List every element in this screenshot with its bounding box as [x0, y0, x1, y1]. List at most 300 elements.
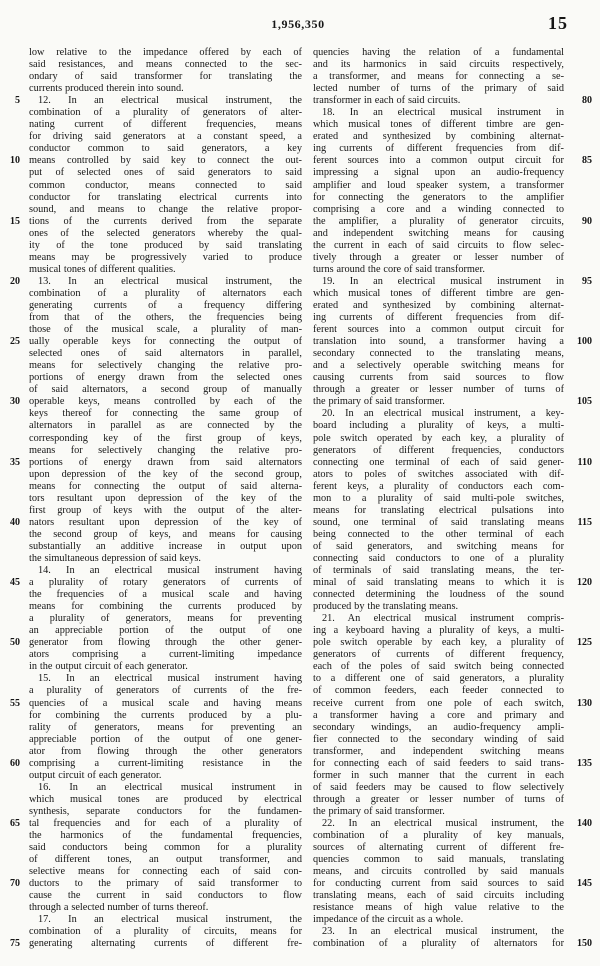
- line-number: [571, 734, 592, 746]
- claim-text-line: through a selected number of turns thereof.: [29, 902, 209, 914]
- line-number: 20: [10, 275, 20, 287]
- patent-number: 1,956,350: [271, 17, 325, 31]
- text-line-row: [313, 613, 592, 625]
- line-number: 75: [10, 938, 20, 950]
- text-line-row: [313, 59, 592, 71]
- claim-text-line: means for combining the currents produced by: [29, 601, 302, 613]
- text-line-row: [5, 312, 302, 324]
- text-line-row: [313, 324, 592, 336]
- claim-text-line: quencies having the relation of a fundamental: [313, 47, 564, 58]
- claim-text-line: corresponding key of the first group of keys,: [29, 432, 302, 444]
- claim-text-line: ferent sources into a common output circuit for: [313, 324, 564, 336]
- line-number: [5, 782, 20, 794]
- claim-text-line: 13. In an electrical musical instrument, the: [38, 275, 302, 287]
- line-number: [571, 300, 592, 312]
- claim-text-line: comprising a core and a winding connected to: [313, 203, 564, 215]
- text-line-row: [313, 131, 592, 143]
- claim-text-line: of different tones, an output transformer, and: [29, 854, 302, 866]
- text-line-row: [5, 734, 302, 746]
- text-line-row: [5, 469, 302, 481]
- text-line-row: [5, 565, 302, 577]
- text-line-row: [313, 565, 592, 577]
- text-line-row: [313, 746, 592, 758]
- claim-text-line: translation into sound, a transformer having a: [313, 336, 564, 348]
- claim-text-line: tal frequencies and for each of a plurality of: [29, 818, 302, 829]
- text-line-row: [5, 866, 302, 878]
- line-number: [5, 47, 20, 59]
- text-line-row: [5, 890, 302, 902]
- claim-text-line: of said alternators, a second group of manually: [29, 384, 302, 396]
- line-number: [571, 902, 592, 914]
- line-number: [5, 180, 20, 192]
- line-number: [571, 445, 592, 457]
- line-number: [571, 228, 592, 240]
- claim-text-line: portions of energy drawn from the selected ones: [29, 372, 302, 384]
- claim-text-line: 18. In an electrical musical instrument in: [322, 107, 564, 119]
- text-line-row: [313, 794, 592, 806]
- text-line-row: [313, 240, 592, 252]
- line-number: [571, 420, 592, 432]
- text-line-row: [313, 637, 592, 649]
- text-line-row: [5, 143, 302, 155]
- line-number: 95: [582, 275, 592, 287]
- claim-text-line: of terminals of said translating means, the ter-: [313, 565, 564, 577]
- text-line-row: [313, 770, 592, 782]
- line-number: [571, 59, 592, 71]
- right-column: [313, 47, 592, 951]
- text-line-row: [313, 734, 592, 746]
- text-line-row: [5, 637, 302, 649]
- line-number: [5, 902, 20, 914]
- text-line-row: [313, 553, 592, 565]
- claim-text-line: from that of the others, the frequencies being: [29, 312, 302, 324]
- claim-text-line: combination of a plurality of key manuals,: [313, 830, 564, 842]
- claim-text-line: which musical tones of different timbre are gen-: [313, 119, 564, 131]
- text-line-row: [313, 902, 592, 914]
- text-line-row: [313, 420, 592, 432]
- text-line-row: [313, 408, 592, 420]
- claim-text-line: cause the current in said conductors to flow: [29, 890, 302, 902]
- line-number: [5, 372, 20, 384]
- line-number: [5, 770, 20, 782]
- text-line-row: [5, 324, 302, 336]
- claim-text-line: upon depression of the key of the second group,: [29, 468, 302, 480]
- claim-text-line: connecting one terminal of each of said gener-: [313, 456, 564, 468]
- line-number: [571, 553, 592, 565]
- claim-text-line: and its harmonics in said circuits respectively,: [313, 59, 564, 71]
- text-line-row: [313, 155, 592, 167]
- line-number: 55: [10, 697, 20, 709]
- claim-text-line: means controlled by said key to connect the out-: [29, 155, 302, 167]
- claim-text-line: a transformer having a core and primary and: [313, 709, 564, 721]
- text-line-row: [313, 914, 592, 926]
- claim-text-line: ator from flowing through the other generators: [29, 745, 302, 757]
- line-number: 135: [577, 757, 592, 769]
- claim-text-line: the primary of said transformer.: [313, 805, 445, 817]
- claim-text-line: tions of the currents derived from the separate: [29, 215, 302, 227]
- claim-text-line: turns around the core of said transformer.: [313, 263, 485, 275]
- line-number: [5, 505, 20, 517]
- text-line-row: [313, 854, 592, 866]
- line-number: [5, 830, 20, 842]
- line-number: [5, 493, 20, 505]
- line-number: [5, 553, 20, 565]
- claim-text-line: output circuit of each generator.: [29, 769, 162, 781]
- text-line-row: [313, 264, 592, 276]
- claim-text-line: said conductors being common for a plurality: [29, 842, 302, 854]
- line-number: [571, 625, 592, 637]
- line-number: [571, 565, 592, 577]
- claim-text-line: those of the musical scale, a plurality of man-: [29, 324, 302, 336]
- line-number: [5, 926, 20, 938]
- line-number: [5, 252, 20, 264]
- text-line-row: [313, 758, 592, 770]
- claim-text-line: mon to a plurality of said multi-pole switches,: [313, 492, 564, 504]
- line-number: [5, 601, 20, 613]
- line-number: [571, 661, 592, 673]
- text-line-row: [5, 119, 302, 131]
- claim-text-line: 19. In an electrical musical instrument in: [322, 275, 564, 287]
- text-line-row: [5, 926, 302, 938]
- text-line-row: [5, 517, 302, 529]
- claim-text-line: 14. In an electrical musical instrument having: [38, 565, 302, 577]
- line-number: [5, 710, 20, 722]
- text-line-row: [313, 288, 592, 300]
- claim-text-line: for connecting the generators to the amplifier: [313, 191, 564, 203]
- text-line-row: [313, 878, 592, 890]
- claim-text-line: produced by the translating means.: [313, 601, 459, 613]
- line-number: [571, 264, 592, 276]
- line-number: [5, 384, 20, 396]
- text-line-row: [313, 649, 592, 661]
- text-line-row: [313, 360, 592, 372]
- text-line-row: [5, 445, 302, 457]
- line-number: [571, 71, 592, 83]
- text-line-row: [5, 649, 302, 661]
- text-line-row: [313, 216, 592, 228]
- claim-text-line: 15. In an electrical musical instrument having: [38, 673, 302, 685]
- claim-text-line: for conducting current from said sources to said: [313, 878, 564, 890]
- line-number: [571, 433, 592, 445]
- claim-text-line: through a greater or lesser number of turns of: [313, 793, 564, 805]
- line-number: [571, 131, 592, 143]
- text-line-row: [5, 167, 302, 179]
- text-line-row: [5, 240, 302, 252]
- text-line-row: [313, 192, 592, 204]
- text-line-row: [313, 445, 592, 457]
- line-number: 10: [10, 155, 20, 167]
- line-number: [571, 842, 592, 854]
- text-line-row: [5, 553, 302, 565]
- claim-text-line: put of selected ones of said generators to said: [29, 167, 302, 179]
- text-line-row: [313, 167, 592, 179]
- text-line-row: [5, 601, 302, 613]
- line-number: [5, 348, 20, 360]
- line-number: 110: [577, 456, 592, 468]
- text-line-row: [5, 420, 302, 432]
- claim-text-line: ferent keys, a plurality of conductors each com-: [313, 480, 564, 492]
- text-line-row: [5, 457, 302, 469]
- claim-text-line: portions of energy drawn from said alternators: [29, 456, 302, 468]
- claim-text-line: connecting said conductors to one of a plurality: [313, 552, 564, 564]
- claim-text-line: generator from flowing through the other gener-: [29, 637, 302, 649]
- claim-text-line: ity of the tone produced by said translating: [29, 239, 302, 251]
- claim-text-line: board including a plurality of keys, a multi-: [313, 420, 564, 432]
- claim-text-line: ing currents of different frequencies from dif-: [313, 312, 564, 324]
- line-number: 130: [577, 697, 592, 709]
- text-line-row: [5, 384, 302, 396]
- line-number: [571, 252, 592, 264]
- text-line-row: [313, 890, 592, 902]
- text-line-row: [5, 288, 302, 300]
- claim-text-line: pole switch operable by each key, a plurality of: [313, 637, 564, 649]
- line-number: [571, 481, 592, 493]
- line-number: 140: [577, 818, 592, 829]
- claim-text-line: 23. In an electrical musical instrument, the: [322, 926, 564, 938]
- text-line-row: [5, 661, 302, 673]
- line-number: [571, 770, 592, 782]
- text-line-row: [313, 396, 592, 408]
- text-line-row: [313, 107, 592, 119]
- claim-text-line: quencies common to said manuals, translating: [313, 854, 564, 866]
- text-line-row: [313, 119, 592, 131]
- text-line-row: [5, 493, 302, 505]
- line-number: [5, 469, 20, 481]
- claim-text-line: 22. In an electrical musical instrument, the: [322, 818, 564, 829]
- claim-text-line: generators of different frequencies, conductors: [313, 444, 564, 456]
- claim-text-line: ing a keyboard having a plurality of keys, a multi-: [313, 625, 564, 637]
- line-number: [5, 806, 20, 818]
- text-line-row: [5, 276, 302, 288]
- text-line-row: [5, 300, 302, 312]
- line-number: 80: [582, 95, 592, 107]
- line-number: [571, 541, 592, 553]
- line-number: [5, 192, 20, 204]
- claim-text-line: for connecting each of said feeders to said trans-: [313, 757, 564, 769]
- line-number: [5, 722, 20, 734]
- claim-text-line: of common feeders, each feeder connected to: [313, 685, 564, 697]
- text-line-row: [5, 698, 302, 710]
- claim-text-line: for driving said generators at a constant speed, a: [29, 131, 302, 143]
- line-number: [571, 360, 592, 372]
- line-number: [5, 240, 20, 252]
- text-line-row: [313, 541, 592, 553]
- text-line-row: [5, 613, 302, 625]
- claim-text-line: quencies of a musical scale and having means: [29, 697, 302, 709]
- line-number: [5, 589, 20, 601]
- text-line-row: [313, 372, 592, 384]
- text-line-row: [313, 601, 592, 613]
- claim-text-line: 20. In an electrical musical instrument, a key-: [322, 408, 564, 420]
- claim-text-line: comprising a current-limiting resistance in the: [29, 757, 302, 769]
- claim-text-line: appreciable portion of the output of one gener-: [29, 733, 302, 745]
- line-number: [5, 59, 20, 71]
- line-number: [571, 926, 592, 938]
- text-line-row: [5, 336, 302, 348]
- claim-text-line: the harmonics of the fundamental frequencies,: [29, 830, 302, 842]
- text-line-row: [313, 336, 592, 348]
- line-number: [571, 469, 592, 481]
- line-number: [571, 794, 592, 806]
- claim-text-line: operable keys, means controlled by each of the: [29, 396, 302, 408]
- text-line-row: [313, 529, 592, 541]
- claim-text-line: rality of generators, means for preventing an: [29, 721, 302, 733]
- line-number: 100: [577, 336, 592, 348]
- claim-text-line: for combining the currents produced by a plu-: [29, 709, 302, 721]
- claim-text-line: selective means for connecting each of said con-: [29, 866, 302, 878]
- claim-text-line: the primary of said transformer.: [313, 396, 445, 408]
- text-line-row: [5, 878, 302, 890]
- text-line-row: [5, 180, 302, 192]
- line-number: [571, 119, 592, 131]
- claim-text-line: sound, and means to change the relative propor-: [29, 203, 302, 215]
- claim-text-line: an appreciable portion of the output of one: [29, 625, 302, 637]
- line-number: [571, 746, 592, 758]
- text-line-row: [313, 577, 592, 589]
- claim-text-line: translating means, each of said circuits including: [313, 890, 564, 902]
- claim-text-line: the current in each of said circuits to flow selec-: [313, 239, 564, 251]
- line-number: [5, 360, 20, 372]
- text-line-row: [313, 143, 592, 155]
- line-number: 50: [10, 637, 20, 649]
- claim-text-line: which musical tones of different timbre are gen-: [313, 287, 564, 299]
- text-line-row: [5, 372, 302, 384]
- claim-text-line: generating currents of a frequency differing: [29, 299, 302, 311]
- claim-text-line: means for selectively changing the relative pro-: [29, 444, 302, 456]
- claim-text-line: pole switch operated by each key, a plurality of: [313, 432, 564, 444]
- claim-text-line: tors resultant upon depression of the key of the: [29, 492, 302, 504]
- line-number: [5, 420, 20, 432]
- line-number: [571, 180, 592, 192]
- claim-text-line: through a greater or lesser number of turns of: [313, 384, 564, 396]
- text-line-row: [313, 673, 592, 685]
- claim-text-line: impressing a signal upon an audio-frequency: [313, 167, 564, 179]
- line-number: [571, 240, 592, 252]
- line-number: [5, 613, 20, 625]
- line-number: [571, 854, 592, 866]
- line-number: [571, 408, 592, 420]
- line-number: [5, 445, 20, 457]
- claim-text-line: 21. An electrical musical instrument compris-: [322, 613, 564, 625]
- text-line-row: [5, 794, 302, 806]
- line-number: [571, 589, 592, 601]
- line-number: 40: [10, 516, 20, 528]
- text-line-row: [313, 348, 592, 360]
- claim-text-line: means for connecting the output of said alterna-: [29, 480, 302, 492]
- line-number: 60: [10, 757, 20, 769]
- line-number: [5, 264, 20, 276]
- line-number: [571, 372, 592, 384]
- line-number: [5, 131, 20, 143]
- claim-text-line: being connected to the other terminal of each: [313, 528, 564, 540]
- claim-text-line: nating current of different frequencies, means: [29, 119, 302, 131]
- claims-body: [5, 47, 592, 951]
- line-number: [5, 324, 20, 336]
- text-line-row: [313, 782, 592, 794]
- line-number: [571, 782, 592, 794]
- line-number: 105: [577, 396, 592, 408]
- line-number: [571, 673, 592, 685]
- text-line-row: [313, 252, 592, 264]
- line-number: [571, 384, 592, 396]
- text-line-row: [5, 914, 302, 926]
- text-line-row: [5, 685, 302, 697]
- text-line-row: [5, 842, 302, 854]
- claim-text-line: common conductor, means connected to said: [29, 179, 302, 191]
- line-number: [5, 228, 20, 240]
- text-line-row: [313, 481, 592, 493]
- claim-text-line: erated and synthesized by combining alternat-: [313, 131, 564, 143]
- line-number: [571, 601, 592, 613]
- claim-text-line: ing currents of different frequencies from dif-: [313, 143, 564, 155]
- page-header: [5, 13, 592, 43]
- text-line-row: [5, 95, 302, 107]
- text-line-row: [5, 192, 302, 204]
- claim-text-line: of said generators, and switching means for: [313, 540, 564, 552]
- text-line-row: [313, 180, 592, 192]
- text-line-row: [313, 589, 592, 601]
- text-line-row: [313, 83, 592, 95]
- line-number: [5, 541, 20, 553]
- text-line-row: [313, 312, 592, 324]
- line-number: [5, 842, 20, 854]
- text-line-row: [313, 830, 592, 842]
- claim-text-line: the amplifier, a plurality of generator circuits,: [313, 215, 564, 227]
- line-number: [571, 830, 592, 842]
- claim-text-line: keys thereof for connecting the same group of: [29, 408, 302, 420]
- claim-text-line: said resistances, and means connected to the sec-: [29, 59, 302, 71]
- line-number: 5: [15, 95, 20, 107]
- line-number: [571, 204, 592, 216]
- line-number: [5, 312, 20, 324]
- claim-text-line: ators to poles of switches associated with dif-: [313, 468, 564, 480]
- line-number: 145: [577, 878, 592, 890]
- claim-text-line: ones of the selected generators whereby the qual-: [29, 227, 302, 239]
- claim-text-line: 17. In an electrical musical instrument, the: [38, 914, 302, 926]
- claim-text-line: connected determining the loudness of the sound: [313, 589, 564, 601]
- claim-text-line: the frequencies of a musical scale and having: [29, 589, 302, 601]
- line-number: 90: [582, 215, 592, 227]
- text-line-row: [313, 866, 592, 878]
- claim-text-line: means for translating electrical pulsations into: [313, 504, 564, 516]
- text-line-row: [313, 938, 592, 950]
- claim-text-line: lected number of turns of the primary of said: [313, 83, 564, 95]
- line-number: [5, 890, 20, 902]
- line-number: 15: [10, 215, 20, 227]
- text-line-row: [313, 661, 592, 673]
- line-number: [5, 83, 20, 95]
- text-line-row: [5, 589, 302, 601]
- text-line-row: [313, 204, 592, 216]
- claim-text-line: combination of a plurality of alternators for: [313, 938, 564, 950]
- claim-text-line: and independent switching means for causing: [313, 227, 564, 239]
- line-number: [571, 649, 592, 661]
- line-number: [5, 734, 20, 746]
- claim-text-line: sound, one terminal of said translating means: [313, 516, 564, 528]
- text-line-row: [5, 348, 302, 360]
- line-number: [5, 661, 20, 673]
- text-line-row: [313, 698, 592, 710]
- claim-text-line: amplifier and loud speaker system, a transformer: [313, 179, 564, 191]
- claim-text-line: ondary of said transformer for translating the: [29, 71, 302, 83]
- text-line-row: [313, 625, 592, 637]
- page-number: 15: [548, 13, 568, 33]
- line-number: [5, 300, 20, 312]
- claim-text-line: resistance means of high value relative to the: [313, 902, 564, 914]
- claim-text-line: to a different one of said generators, a plurality: [313, 673, 564, 685]
- claim-text-line: the second group of keys, and means for causing: [29, 528, 302, 540]
- text-line-row: [5, 155, 302, 167]
